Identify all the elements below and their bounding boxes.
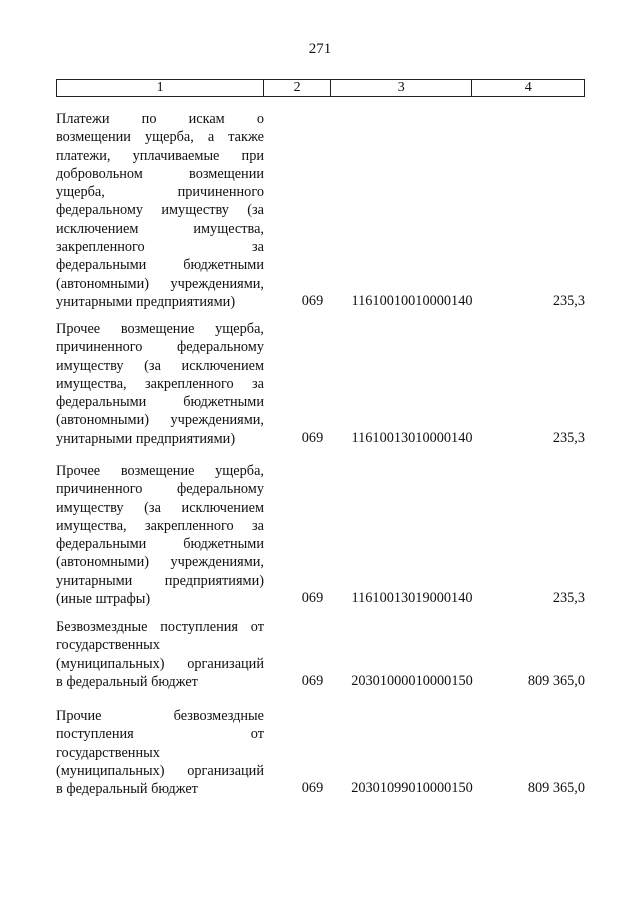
row-description (56, 618, 264, 691)
header-cell-4: 4 (524, 80, 532, 95)
description-line: имущества, закрепленного за (56, 375, 264, 392)
description-line: государственных (56, 637, 160, 654)
admin-code: 069 (301, 429, 324, 446)
description-line: в федеральный бюджет (56, 781, 198, 798)
amount: 235,3 (552, 293, 585, 309)
table-row (56, 320, 585, 448)
description-line: государственных (56, 744, 160, 761)
budget-classification-code: 11610013019000140 (351, 590, 473, 607)
admin-code: 069 (301, 780, 324, 797)
amount: 809 365,0 (527, 780, 585, 797)
description-line: имущества, закрепленного за (56, 517, 264, 534)
description-line: причиненного федеральному (56, 339, 264, 356)
description-line: имуществу (за исключением (56, 357, 264, 374)
description-line: причиненного федеральному (56, 481, 264, 498)
table-header (56, 79, 585, 97)
description-line: Безвозмездные поступления от (56, 619, 264, 635)
admin-code: 069 (301, 293, 324, 309)
row-description (56, 320, 264, 448)
description-line: поступления от (56, 726, 264, 743)
description-line: Прочие безвозмездные (56, 708, 264, 724)
table-row (56, 462, 585, 608)
budget-classification-code: 20301099010000150 (351, 780, 473, 797)
description-line: федеральными бюджетными (56, 536, 264, 553)
description-line: федеральному имуществу (за (56, 202, 264, 219)
description-line: (автономными) учреждениями, (56, 412, 264, 429)
description-line: унитарными предприятиями) (56, 430, 236, 447)
description-line: исключением имущества, (56, 220, 264, 237)
description-line: (иные штрафы) (56, 591, 151, 608)
header-cell-3: 3 (331, 80, 472, 96)
description-line: Прочее возмещение ущерба, (56, 463, 264, 479)
description-line: Прочее возмещение ущерба, (56, 321, 264, 337)
description-line: в федеральный бюджет (56, 673, 198, 690)
admin-code: 069 (301, 672, 324, 689)
description-line: федеральными бюджетными (56, 257, 264, 274)
row-description (56, 462, 264, 608)
description-line: унитарными предприятиями) (56, 293, 236, 310)
budget-classification-code: 11610013010000140 (351, 429, 473, 446)
description-line: ущерба, причиненного (56, 184, 264, 201)
table-row (56, 618, 585, 691)
description-line: (автономными) учреждениями, (56, 554, 264, 571)
table-row (56, 110, 585, 311)
description-line: (муниципальных) организаций (56, 762, 264, 779)
page-number: 271 (308, 41, 332, 57)
description-line: федеральными бюджетными (56, 394, 264, 411)
row-description (56, 110, 264, 311)
budget-classification-code: 11610010010000140 (351, 293, 473, 309)
description-line: Платежи по искам о (56, 111, 264, 127)
amount: 235,3 (552, 429, 585, 446)
header-cell-2: 2 (264, 80, 331, 96)
budget-classification-code: 20301000010000150 (351, 672, 473, 689)
description-line: платежи, уплачиваемые при (56, 147, 264, 164)
description-line: (муниципальных) организаций (56, 655, 264, 672)
description-line: (автономными) учреждениями, (56, 275, 264, 292)
amount: 235,3 (552, 590, 585, 607)
amount: 809 365,0 (527, 672, 585, 689)
description-line: унитарными предприятиями) (56, 572, 264, 589)
row-description (56, 707, 264, 798)
header-cell-1: 1 (57, 80, 264, 96)
table-row (56, 707, 585, 799)
description-line: имуществу (за исключением (56, 499, 264, 516)
description-line: возмещении ущерба, а также (56, 129, 264, 146)
admin-code: 069 (301, 590, 324, 607)
description-line: добровольном возмещении (56, 165, 264, 182)
description-line: закрепленного за (56, 239, 264, 256)
